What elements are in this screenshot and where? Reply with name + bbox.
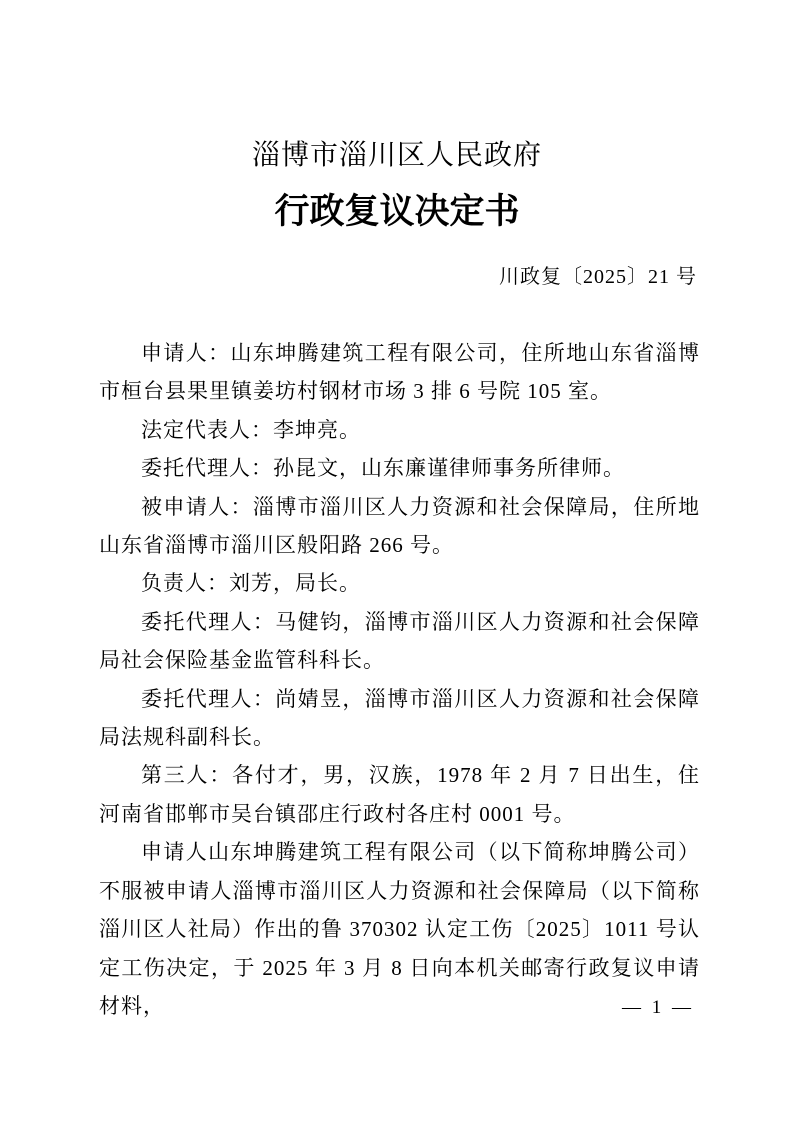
paragraph-third-party: 第三人：各付才，男，汉族，1978 年 2 月 7 日出生，住河南省邯郸市吴台镇邵庄行政村各庄村 0001 号。 [99, 763, 700, 826]
page-number: — 1 — [622, 997, 694, 1018]
paragraph-respondent: 被申请人：淄博市淄川区人力资源和社会保障局，住所地山东省淄博市淄川区般阳路 266 号。 [99, 494, 700, 558]
paragraph-applicant-agent: 委托代理人：孙昆文，山东廉谨律师事务所律师。 [141, 456, 625, 481]
paragraph-person-in-charge: 负责人：刘芳，局长。 [141, 571, 361, 596]
document-body [99, 334, 700, 1025]
document-reference-number: 川政复〔2025〕21 号 [499, 266, 697, 288]
document-title: 行政复议决定书 [274, 192, 520, 231]
paragraph-case-summary: 申请人山东坤腾建筑工程有限公司（以下简称坤腾公司）不服被申请人淄博市淄川区人力资源和社会保障局（以下简称淄川区人社局）作出的鲁 370302 认定工伤〔2025〕1011 号认定工伤决定，于 2025 年 3 月 8 日向本机关邮寄行政复议申请材料， [99, 840, 700, 1018]
paragraph-respondent-agent-1: 委托代理人：马健钧，淄博市淄川区人力资源和社会保障局社会保险基金监管科科长。 [99, 609, 700, 673]
paragraph-legal-representative: 法定代表人：李坤亮。 [141, 417, 361, 442]
paragraph-respondent-agent-2: 委托代理人：尚婧昱，淄博市淄川区人力资源和社会保障局法规科副科长。 [99, 686, 700, 750]
paragraph-applicant: 申请人：山东坤腾建筑工程有限公司，住所地山东省淄博市桓台县果里镇姜坊村钢材市场 3 排 6 号院 105 室。 [99, 341, 700, 404]
issuing-authority-title: 淄博市淄川区人民政府 [251, 140, 542, 171]
